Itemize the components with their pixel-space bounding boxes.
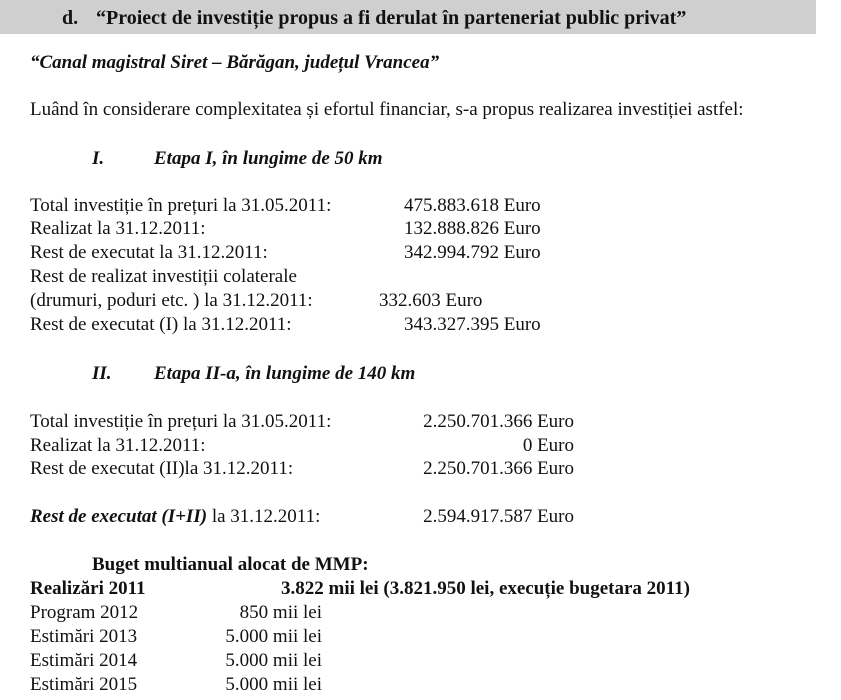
budget-item-label: Estimări 2013 [30,626,138,647]
intro-text: Luând în considerare complexitatea și efortul financiar, s-a propus realizarea investiției astfel: [30,99,744,120]
budget-item-value: 850 mii lei [239,602,322,623]
stage1-realized-value: 132.888.826 Euro [404,218,541,239]
stage1-collateral-line2: (drumuri, poduri etc. ) la 31.12.2011: [30,290,313,311]
budget-realized-value: 3.822 mii lei (3.821.950 lei, execuție bugetara 2011) [281,578,690,599]
stage1-remaining-label: Rest de executat la 31.12.2011: [30,242,268,263]
stage1-collateral-value: 332.603 Euro [379,290,483,311]
budget-item-label: Estimări 2015 [30,674,138,695]
stage1-remaining-value: 342.994.792 Euro [404,242,541,263]
stage1-total-value: 475.883.618 Euro [404,195,541,216]
stage2-total-label: Total investiție în prețuri la 31.05.2011: [30,411,332,432]
budget-item-value: 5.000 mii lei [225,674,322,695]
stage1-collateral-line1: Rest de realizat investiții colaterale [30,266,297,287]
total-label-date: la 31.12.2011: [211,506,321,527]
budget-item-value: 5.000 mii lei [225,626,322,647]
budget-realized-label: Realizări 2011 [30,578,146,599]
stage1-title: Etapa I, în lungime de 50 km [154,148,383,169]
stage2-numeral: II. [92,363,112,384]
stage2-title: Etapa II-a, în lungime de 140 km [154,363,416,384]
stage2-realized-label: Realizat la 31.12.2011: [30,435,206,456]
budget-item-label: Estimări 2014 [30,650,138,671]
heading-title: “Proiect de investiție propus a fi derulat în parteneriat public privat” [96,7,687,29]
stage2-realized-value: 0 Euro [522,435,574,456]
stage2-remaining-label: Rest de executat (II)la 31.12.2011: [30,458,294,479]
stage1-numeral: I. [92,148,105,169]
total-value: 2.594.917.587 Euro [423,506,574,527]
budget-item-label: Program 2012 [30,602,139,623]
stage2-total-value: 2.250.701.366 Euro [423,411,574,432]
heading-letter: d. [62,7,79,29]
budget-title: Buget multianual alocat de MMP: [92,554,369,575]
project-name: “Canal magistral Siret – Bărăgan, județul Vrancea” [30,52,440,73]
budget-item-value: 5.000 mii lei [225,650,322,671]
stage2-remaining-value: 2.250.701.366 Euro [423,458,574,479]
total-label [30,507,320,526]
stage1-rest-label: Rest de executat (I) la 31.12.2011: [30,314,292,335]
stage1-rest-value: 343.327.395 Euro [404,314,541,335]
total-label-emphasis: Rest de executat (I+II) [30,506,208,527]
stage1-realized-label: Realizat la 31.12.2011: [30,218,206,239]
stage1-total-label: Total investiție în prețuri la 31.05.2011: [30,195,332,216]
